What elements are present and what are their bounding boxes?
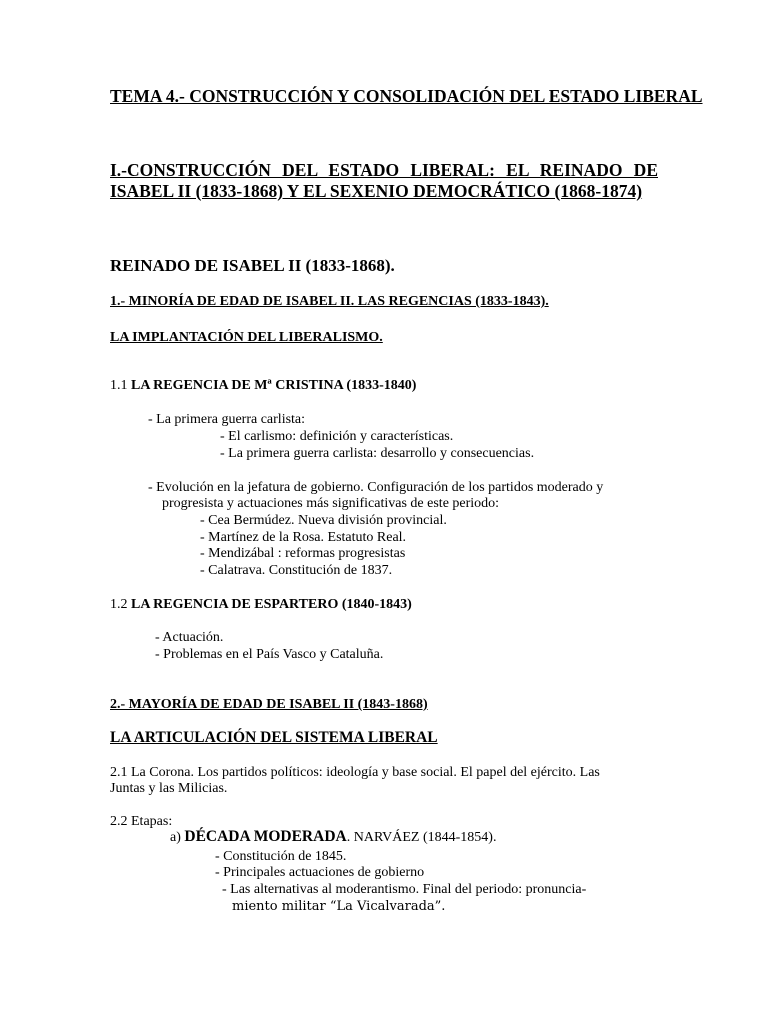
implantacion-heading: LA IMPLANTACIÓN DEL LIBERALISMO. [110, 330, 383, 345]
articulacion-heading: LA ARTICULACIÓN DEL SISTEMA LIBERAL [110, 729, 438, 746]
list-item: - Problemas en el País Vasco y Cataluña. [155, 647, 384, 662]
minoria-heading: 1.- MINORÍA DE EDAD DE ISABEL II. LAS REGENCIAS (1833-1843). [110, 294, 549, 309]
section-title: I.-CONSTRUCCIÓN DEL ESTADO LIBERAL: EL REINADO DE ISABEL II (1833-1868) Y EL SEXENIO DEMOCRÁTICO (1868-1874) [110, 160, 658, 201]
list-item: - Martínez de la Rosa. Estatuto Real. [200, 530, 407, 545]
subsection-1-2-heading [110, 597, 412, 613]
etapa-a-line [170, 829, 496, 847]
list-item: progresista y actuaciones más significativas de este periodo: [162, 496, 500, 511]
etapas-label: 2.2 Etapas: [110, 814, 173, 829]
subsection-title: LA REGENCIA DE ESPARTERO (1840-1843) [131, 597, 412, 612]
etapa-a-prefix: a) [170, 830, 185, 845]
list-item: - Calatrava. Constitución de 1837. [200, 563, 393, 578]
list-item: - Actuación. [155, 630, 224, 645]
list-item: - La primera guerra carlista: desarrollo y consecuencias. [220, 446, 535, 461]
list-item: - Principales actuaciones de gobierno [215, 865, 425, 880]
paragraph-line: Juntas y las Milicias. [110, 781, 228, 796]
etapa-a-rest: . NARVÁEZ (1844-1854). [346, 830, 497, 845]
list-item: - Evolución en la jefatura de gobierno. Configuración de los partidos moderado y [148, 480, 604, 495]
list-item: - Cea Bermúdez. Nueva división provincial. [200, 513, 447, 528]
subsection-number: 1.2 [110, 597, 128, 612]
list-item: - Mendizábal : reformas progresistas [200, 546, 406, 561]
page-title-line: TEMA 4.- CONSTRUCCIÓN Y CONSOLIDACIÓN DEL ESTADO LIBERAL [110, 86, 703, 106]
list-item: - Constitución de 1845. [215, 849, 347, 864]
reinado-heading: REINADO DE ISABEL II (1833-1868). [110, 256, 395, 275]
list-item-continuation: miento militar “La Vicalvarada”. [232, 899, 446, 914]
list-item: - La primera guerra carlista: [148, 412, 306, 427]
paragraph-line: 2.1 La Corona. Los partidos políticos: ideología y base social. El papel del ejército. Las [110, 765, 600, 780]
subsection-number: 1.1 [110, 378, 128, 393]
mayoria-heading: 2.- MAYORÍA DE EDAD DE ISABEL II (1843-1868) [110, 697, 428, 712]
list-item: - El carlismo: definición y características. [220, 429, 454, 444]
subsection-title: LA REGENCIA DE Mª CRISTINA (1833-1840) [131, 378, 417, 393]
etapa-a-title: DÉCADA MODERADA [184, 828, 347, 845]
list-item: - Las alternativas al moderantismo. Final del periodo: pronuncia- [222, 882, 587, 897]
subsection-1-1-heading [110, 378, 416, 394]
